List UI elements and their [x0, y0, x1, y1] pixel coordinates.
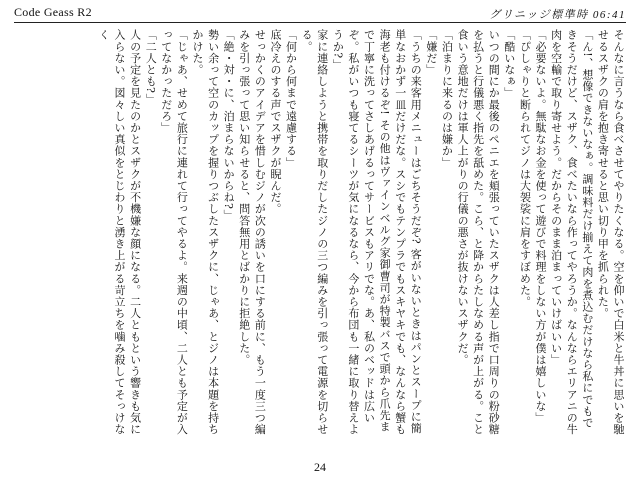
vertical-text-body [14, 29, 626, 439]
paragraph: 「ぴしゃりと断られてジノは大袈裟に肩をすぼめた。 [518, 29, 532, 308]
paragraph: 「必要ないよ。無駄なお金を使って遊びで料理をしない方が僕は嬉しいな」 [534, 29, 548, 424]
page-number: 24 [314, 460, 326, 474]
running-title: Code Geass R2 [14, 5, 92, 19]
paragraph: 家に連絡しようと携帯を取りだしたジノの三つ編みを引っ張って電源を切らせる。 [300, 29, 329, 435]
paragraph: そんなに言うなら食べさせてやりたくなる。空を仰いで白米と牛丼に思いを馳せるスザクの肩を抱き寄せると思い切り甲を抓られた。 [596, 29, 625, 435]
paragraph: 「絶・対・に、泊まらないからね?」 [222, 29, 236, 222]
header-rule [14, 22, 626, 23]
paragraph: 「何から何まで遠慮する」 [284, 29, 298, 169]
paragraph: 人の予定を見たのかとスザクが不機嫌な顔になる。二人ともという響きも気に入らない。図々しい真似をとじわりと湧き上がる苛立ちを噛み殺してそっけなく [97, 29, 142, 435]
paragraph: 「嫌だ」 [424, 29, 438, 76]
paragraph: 底冷えのする声でスザクが睨んだ。 [268, 29, 282, 215]
paragraph: せっかくのアイデアを惜しむジノが次の誘いを口にする前に、もう一度三つ編みを引っ張って思い知らせると、問答無用とばかりに拒絶した。 [237, 29, 267, 435]
paragraph: 「ん!、想像できないなぁ。調味料だけ揃えて肉を煮込むだけなら私にでもできそうだけど、スザク、食べたいなら作ってやろうか。なんならエリアニの牛肉を空輸で取り寄せよう。だからそのまま泊まっていけばいい」 [549, 29, 594, 435]
running-subtitle: グリニッジ標準時 06:41 [489, 9, 626, 21]
paragraph: いつの間にか最後のペニエを頬張っていたスザクは人差し指で口周りの粉砂糖を払うと行儀悪く指先を舐めた。こら、と降からたしなめる声が上がる。こと食いう意地だけは軍人上がりの行儀の悪さが抜けないスザクだ。 [456, 29, 501, 435]
paragraph: 「じゃあ、せめて旅行に連れて行ってやるよ。来週の中頃、二人とも予定が入ってなかっただろ」 [159, 29, 189, 435]
paragraph: 「うちの来客用メニューはごちそうだぞ? 客がいないときはパンとスープに簡単なおかず一皿だけだな。スシでもテンプラでもスキヤキでも、なんなら蟹も海老も付けるぞ! その他はヴァインベルグ家御曹司が特製バスで頭から爪先まで丁寧に洗ってさしあげるってサービスもアリでな。あ、私のベッドは広いぞ。私がいつも寝てるシーツが気になるなら、今から布団も一緒に取り替えようか?」 [331, 29, 423, 435]
paragraph: 「酷いなぁ」 [502, 29, 516, 99]
paragraph: 勢い余って空のカップを握りつぶしたスザクに、じゃあ、とジノは本題を持ちかけた。 [190, 29, 220, 435]
paragraph: 「泊まりに来るのは嫌か」 [440, 29, 454, 169]
paragraph: 「二人とも?」 [144, 29, 158, 106]
